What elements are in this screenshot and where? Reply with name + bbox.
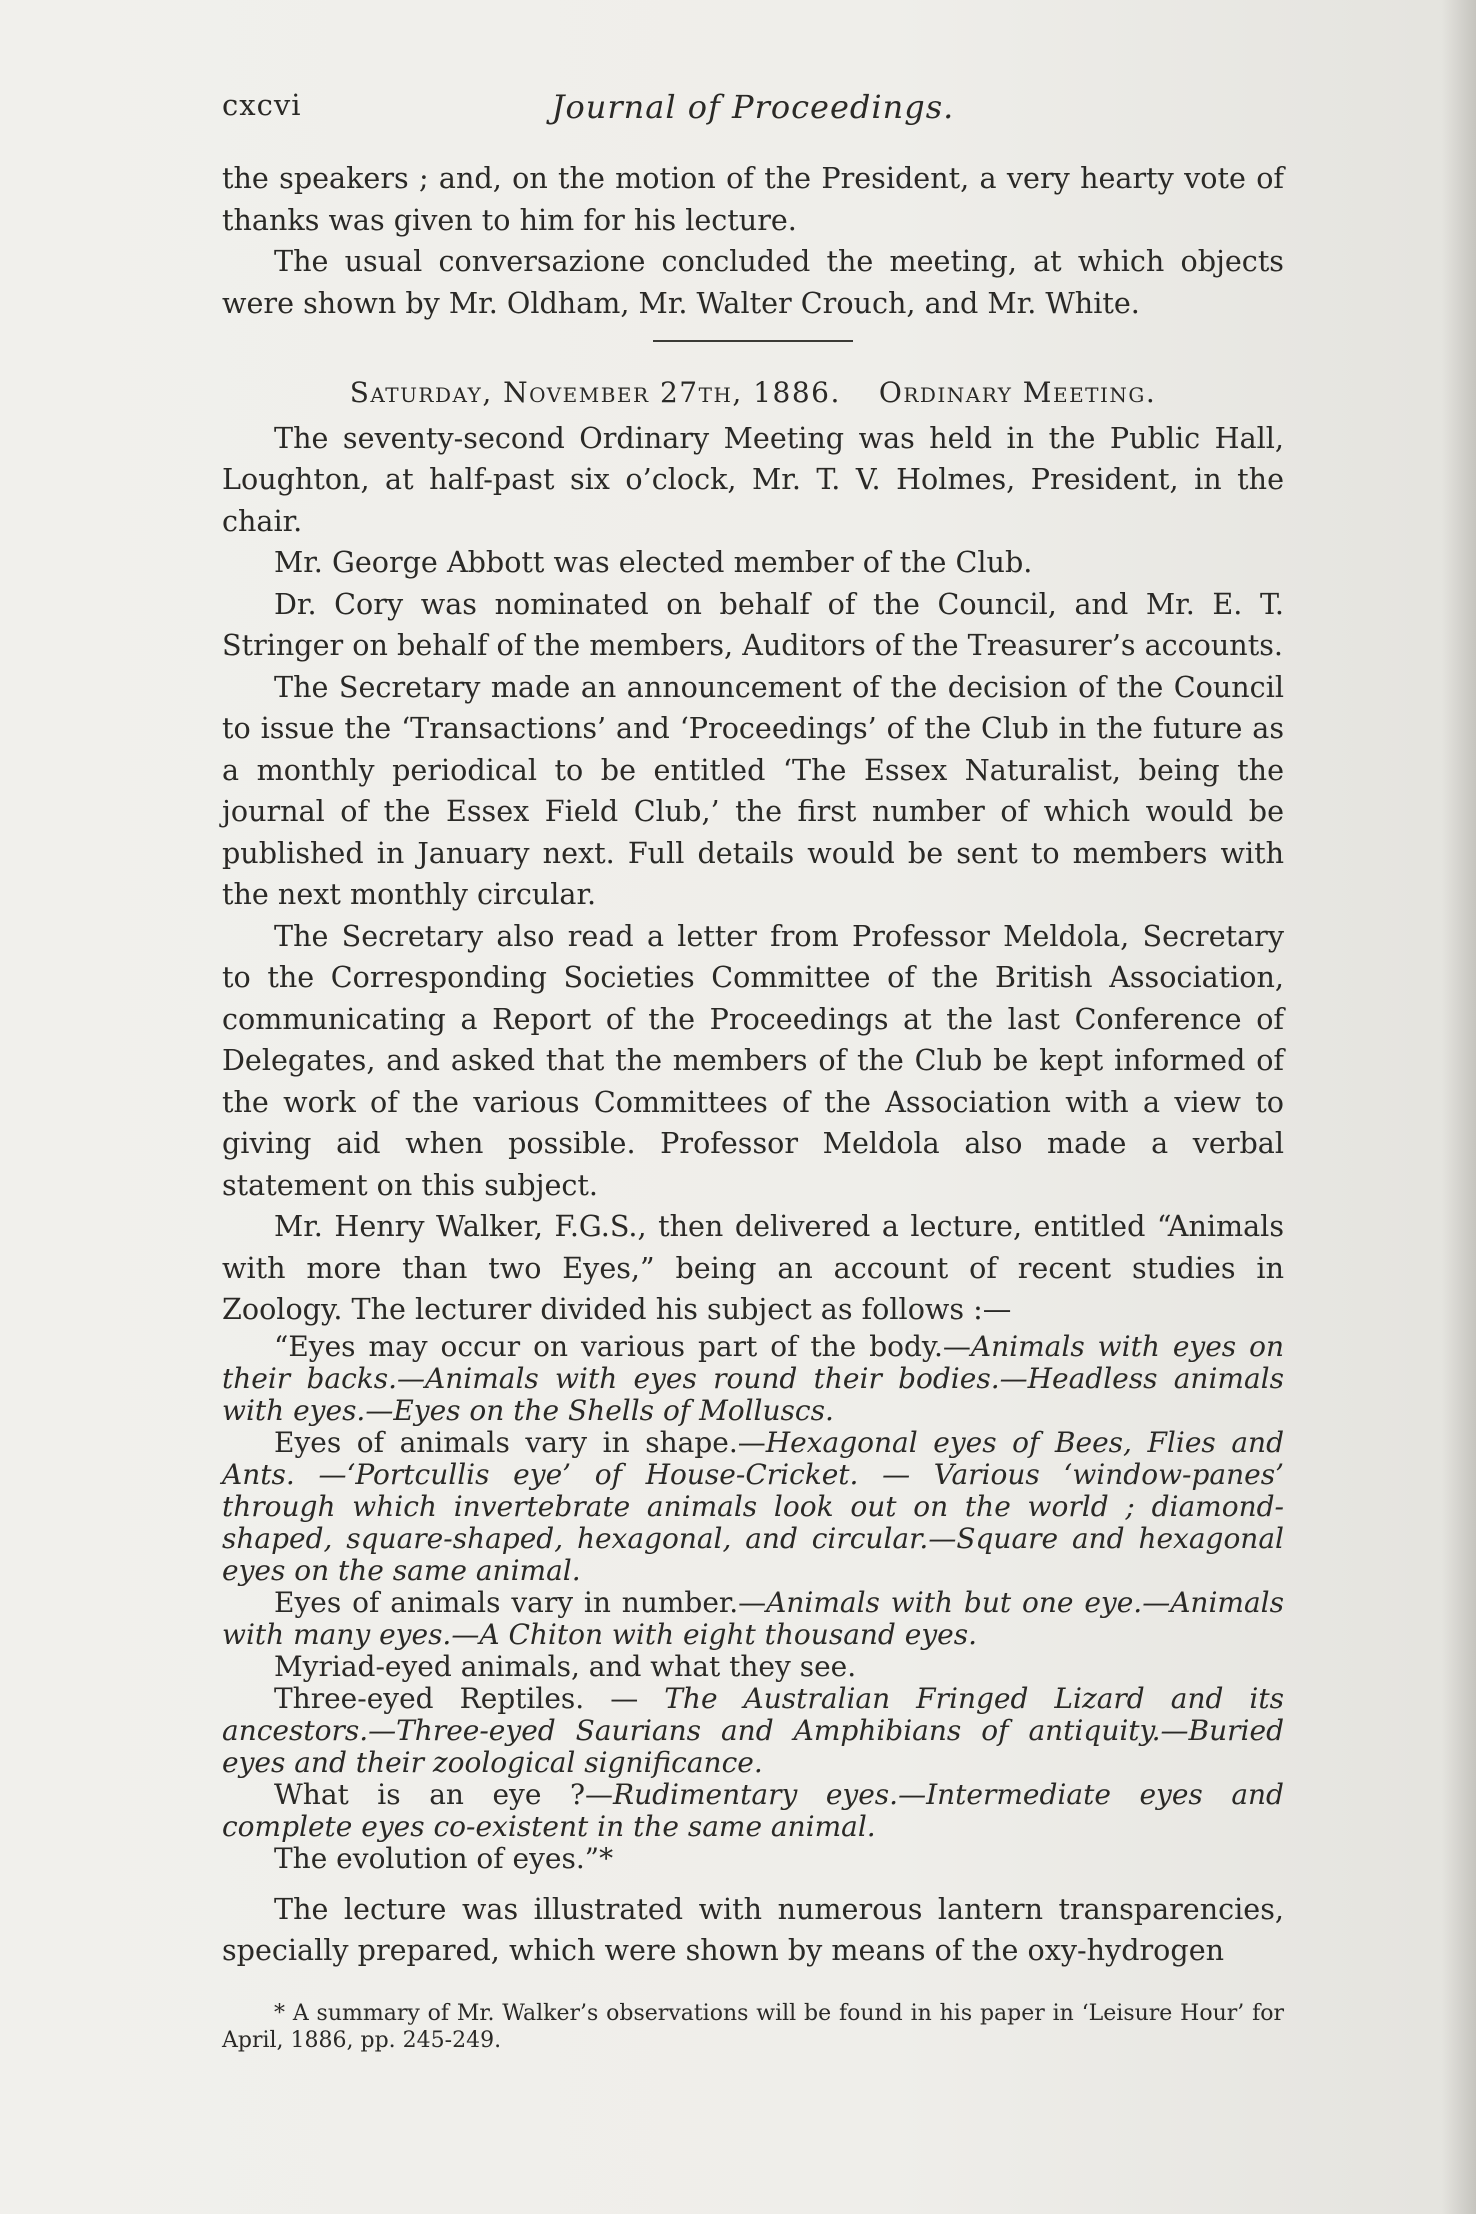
syllabus-item: Three-eyed Reptiles. — The Australian Fringed Lizard and its ancestors.—Three-eyed Saurians and Amphibians of antiquity.—Buried eyes and their zoological significance.: [222, 1681, 1285, 1779]
lecture-syllabus: [222, 1331, 1284, 1875]
page-gutter-shadow: [1442, 0, 1476, 2214]
paragraph: the speakers ; and, on the motion of the President, a very hearty vote of thanks was given to him for his lecture.: [222, 161, 1284, 237]
paragraph: Mr. George Abbott was elected member of the Club.: [274, 545, 1033, 579]
paragraph: The seventy-second Ordinary Meeting was held in the Public Hall, Loughton, at half-past six o’clock, Mr. T. V. Holmes, President, in the chair.: [222, 420, 1284, 538]
footnote-text: * A summary of Mr. Walker’s observations will be found in his paper in ‘Leisure Hour’ for April, 1886, pp. 245-249.: [222, 2001, 1284, 2053]
paragraph: The Secretary also read a letter from Professor Meldola, Secretary to the Corresponding Societies Committee of the British Association, communicating a Report of the Proceedings at the last Conference of Delegates, and asked that the members of the Club be kept informed of the work of the various Committees of the Association with a view to giving aid when possible. Professor Meldola also made a verbal statement on this subject.: [222, 918, 1284, 1202]
page-number: cxcvi: [222, 88, 302, 122]
footnote: [222, 2000, 1284, 2054]
syllabus-item: Myriad-eyed animals, and what they see.: [274, 1649, 857, 1683]
running-title: Journal of Proceedings.: [551, 88, 955, 126]
syllabus-item: What is an eye ?—Rudimentary eyes.—Intermediate eyes and complete eyes co-existent in the same animal.: [222, 1777, 1284, 1843]
page-header: [222, 88, 1284, 128]
paragraph: The Secretary made an announcement of the decision of the Council to issue the ‘Transactions’ and ‘Proceedings’ of the Club in the future as a monthly periodical to be entitled ‘The Essex Naturalist, being the journal of the Essex Field Club,’ the first number of which would be published in January next. Full details would be sent to members with the next monthly circular.: [222, 669, 1284, 911]
body-text: [222, 158, 1284, 1972]
meeting-type: Ordinary Meeting.: [878, 376, 1157, 409]
meeting-heading: [222, 372, 1284, 414]
paragraph: The lecture was illustrated with numerous lantern transparencies, specially prepared, which were shown by means of the oxy-hydrogen: [222, 1891, 1284, 1967]
paragraph: Dr. Cory was nominated on behalf of the Council, and Mr. E. T. Stringer on behalf of the members, Auditors of the Treasurer’s accounts.: [222, 586, 1284, 662]
paragraph: Mr. Henry Walker, F.G.S., then delivered a lecture, entitled “Animals with more than two Eyes,” being an account of recent studies in Zoology. The lecturer divided his subject as follows :—: [222, 1209, 1284, 1326]
syllabus-item: Eyes of animals vary in shape.—Hexagonal eyes of Bees, Flies and Ants. —‘Portcullis eye’ of House-Cricket. — Various ‘window-panes’ through which invertebrate animals look out on the world ; diamond-shaped, square-shaped, hexagonal, and circular.—Square and hexagonal eyes on the same animal.: [222, 1425, 1284, 1587]
paragraph: The usual conversazione concluded the meeting, at which objects were shown by Mr. Oldham, Mr. Walter Crouch, and Mr. White.: [222, 244, 1284, 320]
syllabus-item: Eyes of animals vary in number.—Animals with but one eye.—Animals with many eyes.—A Chiton with eight thousand eyes.: [222, 1585, 1284, 1651]
meeting-date: Saturday, November 27th, 1886.: [349, 376, 841, 409]
section-divider: [653, 340, 853, 342]
syllabus-item: The evolution of eyes.”*: [274, 1841, 614, 1875]
syllabus-item: “Eyes may occur on various part of the body.—Animals with eyes on their backs.—Animals with eyes round their bodies.—Headless animals with eyes.—Eyes on the Shells of Molluscs.: [222, 1329, 1285, 1427]
